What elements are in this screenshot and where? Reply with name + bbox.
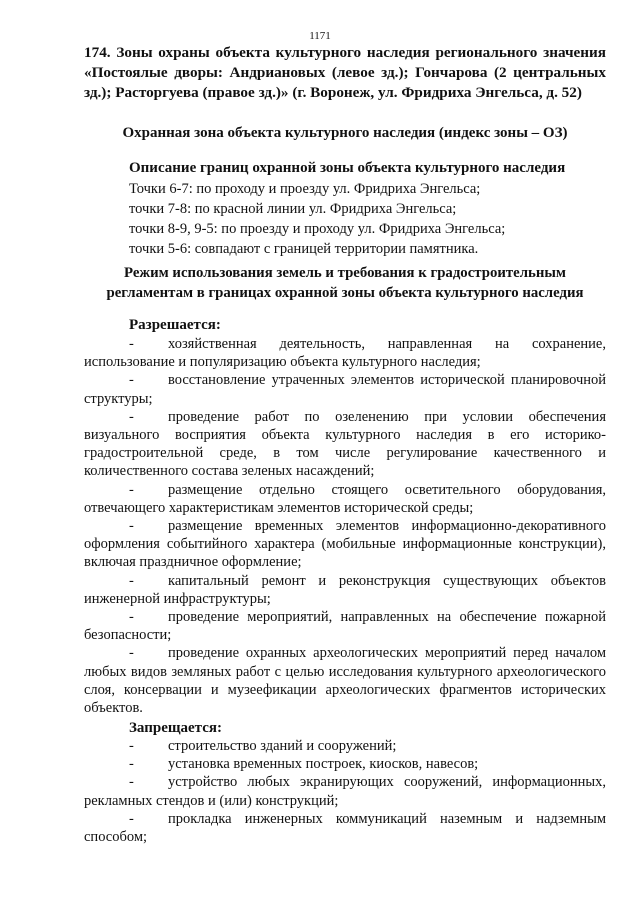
allowed-item <box>84 408 606 481</box>
boundary-item: точки 8-9, 9-5: по проезду и проходу ул. Фридриха Энгельса; <box>129 221 506 237</box>
bullet-dash: - <box>129 756 134 773</box>
allowed-item-text: проведение мероприятий, направленных на обеспечение пожарной безопасности; <box>84 609 606 644</box>
bullet-dash: - <box>129 810 134 827</box>
bullet-dash: - <box>129 774 134 791</box>
allowed-item-text: проведение работ по озеленению при условии обеспечения визуального восприятия объекта культурного наследия в его историко-градостроительной среде, в том числе регулирование качественного и количественного состава зеленых насаждений; <box>84 408 606 480</box>
bullet-dash: - <box>129 336 134 352</box>
allowed-item <box>84 371 606 407</box>
allowed-item-text: капитальный ремонт и реконструкция существующих объектов инженерной инфраструктуры; <box>84 572 606 607</box>
prohibited-heading: Запрещается: <box>129 720 223 736</box>
bullet-dash: - <box>129 518 134 535</box>
boundaries-list <box>129 179 505 259</box>
section-title: 174. Зоны охраны объекта культурного наследия регионального значения «Постоялые дворы: Андриановых (левое зд.); Гончарова (2 центральных зд.); Расторгуева (правое зд.)» (г. Воронеж, ул. Фридриха Энгельса, д. 52) <box>84 44 606 101</box>
allowed-item <box>84 481 606 517</box>
page-number: 1171 <box>309 30 331 42</box>
allowed-item-text: восстановление утраченных элементов исторической планировочной структуры; <box>84 372 606 407</box>
boundaries-heading: Описание границ охранной зоны объекта культурного наследия <box>129 160 566 176</box>
regime-heading: Режим использования земель и требования к градостроительным регламентам в границах охранной зоны объекта культурного наследия <box>106 265 584 301</box>
allowed-item <box>84 608 606 644</box>
allowed-item-text: размещение отдельно стоящего осветительного оборудования, отвечающего характеристикам элементов исторической среды; <box>84 481 606 516</box>
prohibited-item-text: устройство любых экранирующих сооружений, информационных, рекламных стендов и (или) конструкций; <box>84 774 606 809</box>
allowed-item <box>84 572 606 608</box>
bullet-dash: - <box>129 738 134 754</box>
allowed-item-text: проведение охранных археологических мероприятий перед началом любых видов земляных работ с целью исследования культурного археологического слоя, консервации и музеефикации археологических фрагментов исторических объектов. <box>84 645 606 717</box>
bullet-dash: - <box>129 609 134 626</box>
boundary-item: Точки 6-7: по проходу и проезду ул. Фридриха Энгельса; <box>129 181 481 197</box>
zone-heading: Охранная зона объекта культурного наследия (индекс зоны – ОЗ) <box>122 125 568 141</box>
allowed-item <box>84 644 606 717</box>
bullet-dash: - <box>129 481 134 498</box>
boundary-item: точки 7-8: по красной линии ул. Фридриха Энгельса; <box>129 201 457 217</box>
prohibited-item <box>84 810 606 846</box>
allowed-list <box>84 335 606 717</box>
allowed-item-text: размещение временных элементов информационно-декоративного оформления событийного характера (мобильные информационные конструкции), включая праздничное оформление; <box>84 518 606 571</box>
allowed-item <box>84 335 606 371</box>
prohibited-item-text: прокладка инженерных коммуникаций наземным и надземным способом; <box>84 810 606 846</box>
prohibited-item <box>84 755 606 773</box>
prohibited-item <box>84 737 606 755</box>
allowed-item <box>84 517 606 572</box>
bullet-dash: - <box>129 408 134 425</box>
prohibited-item <box>84 773 606 809</box>
prohibited-item-text: установка временных построек, киосков, навесов; <box>168 756 479 773</box>
allowed-item-text: хозяйственная деятельность, направленная на сохранение, использование и популяризацию объекта культурного наследия; <box>84 336 606 371</box>
bullet-dash: - <box>129 572 134 589</box>
prohibited-item-text: строительство зданий и сооружений; <box>168 738 397 754</box>
bullet-dash: - <box>129 372 134 389</box>
bullet-dash: - <box>129 645 134 662</box>
boundary-item: точки 5-6: совпадают с границей территории памятника. <box>129 241 479 257</box>
allowed-heading: Разрешается: <box>129 317 221 333</box>
prohibited-list <box>84 737 606 846</box>
